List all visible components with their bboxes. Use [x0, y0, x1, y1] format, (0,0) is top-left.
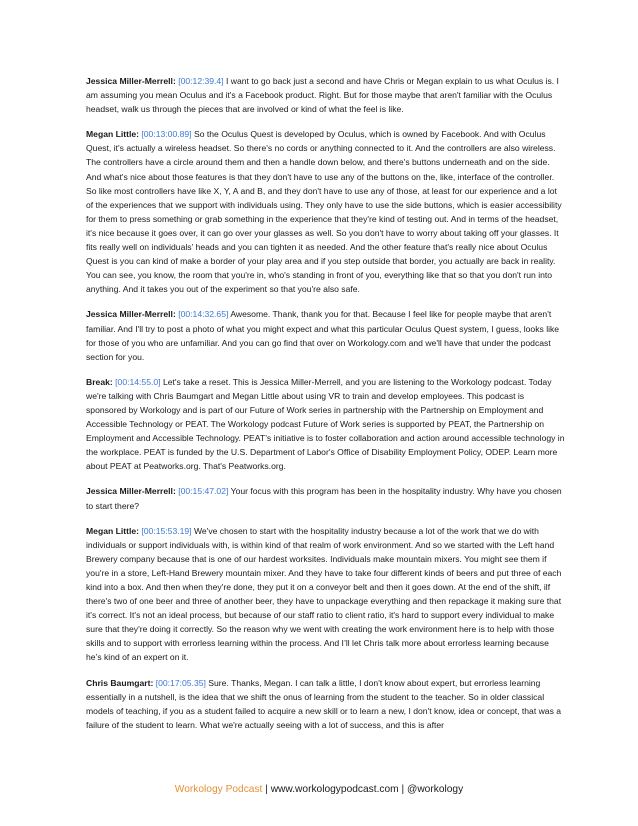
footer-separator: |	[398, 784, 407, 795]
timestamp: [00:13:00.89]	[141, 129, 192, 140]
timestamp: [00:14:32.65]	[178, 309, 229, 320]
timestamp: [00:14:55.0]	[115, 376, 161, 387]
timestamp: [00:12:39.4]	[178, 76, 224, 86]
transcript-paragraph	[86, 127, 566, 296]
speaker-name: Jessica Miller-Merrell:	[86, 309, 176, 320]
timestamp: [00:15:47.02]	[178, 486, 229, 497]
speaker-name: Jessica Miller-Merrell:	[86, 76, 176, 86]
paragraph-text: Let's take a reset. This is Jessica Miller-Merrell, and you are listening to the Workology podcast. Today we're talking with Chris Baumgart and Megan Little about using VR to train and develop employees. This podcast is sponsored by Workology and is part of our Future of Work series in partnership with the Partnership on Employment and Accessible Technology or PEAT. The Workology podcast Future of Work series is supported by PEAT, the Partnership on Employment and Accessible Technology. PEAT’s initiative is to foster collaboration and action around accessible technology in the workplace. PEAT is funded by the U.S. Department of Labor's Office of Disability Employment Policy, ODEP. Learn more about PEAT at Peatworks.org. That's Peatworks.org.	[86, 376, 565, 472]
timestamp: [00:15:53.19]	[141, 525, 192, 536]
paragraph-text: We've chosen to start with the hospitality industry because a lot of the work that we do with individuals or support individuals with, is within kind of that realm of work environment. And so we started with the Left hand Brewery company because that is one of our hardest worksites. Individuals make mountain mixers. You might see them if you're in a store, Left-Hand Brewery mountain mixer. And they have to take four different kinds of beers and put three of each kind into a box. And then when they're done, they put it on a conveyor belt and then it goes down. At the end of the shift, ilf there's two of one beer and three of another beer, they have to unpackage everything and then repackage it making sure that it's correct. It's not an ideal process, but because of our staff ratio to client ratio, it's hard to support every individual to make sure that they're doing it correctly. So the reason why we went with creating the work environment here is to help with those skills and to support with errorless learning within the process. And I’ll let Chris talk more about errorless learning because he’s kind of an expert on it.	[86, 525, 562, 663]
footer-separator: |	[262, 784, 271, 795]
paragraph-text: Sure. Thanks, Megan. I can talk a little, I don't know about expert, but errorless learning essentially in a nutshell, is the idea that we shift the onus of learning from the student to the teacher. So in older classical models of teaching, if you as a student failed to acquire a new skill or to learn a new, I don't know, idea or concept, that was a failure of the student to learn. What we're actually seeing with a lot of success, and this is after	[86, 677, 562, 730]
speaker-name: Chris Baumgart:	[86, 677, 154, 688]
speaker-name: Jessica Miller-Merrell:	[86, 486, 176, 497]
transcript-paragraph	[86, 375, 566, 474]
page-footer	[0, 783, 638, 797]
footer-handle: @workology	[406, 784, 464, 795]
transcript-paragraph	[86, 74, 566, 116]
transcript-paragraph	[86, 307, 566, 363]
transcript-paragraph	[86, 524, 566, 665]
footer-brand: Workology Podcast	[174, 784, 263, 795]
speaker-name: Break:	[86, 376, 113, 387]
speaker-name: Megan Little:	[86, 129, 139, 140]
paragraph-text: Your focus with this program has been in the hospitality industry. Why have you chosen to start there?	[86, 486, 562, 511]
paragraph-text: So the Oculus Quest is developed by Oculus, which is owned by Facebook. And with Oculus Quest, it's actually a wireless headset. So there's no cords or anything connected to it. And the controllers are also wireless. The controllers have a circle around them and then a handle down below, and there's buttons underneath and on the side. And what's nice about those features is that they don't have to use any of the buttons on the, like, interface of the controller. So like most controllers have like X, Y, A and B, and they don't have to use any of those, at least for our experience and a lot of the experiences that we support with individuals using. They only have to use the side buttons, which is easier accessibility for them to press something or grab something in the experience that they're kind of testing out. And in terms of the headset, it's nice because it goes over, it can go over your glasses as well. So you don't have to worry about taking off your glasses. It fits really well on individuals’ heads and you can tighten it as needed. And the other feature that's really nice about Oculus Quest is you can kind of make a border of your play area and if you step outside that border, you actually are back in reality. You can see, you know, the room that you're in, who's standing in front of you, everything like that so that you don't run into anything. And it takes you out of the experiment so that you're also safe.	[86, 129, 562, 295]
transcript-paragraph	[86, 484, 566, 512]
paragraph-text: Awesome. Thank, thank you for that. Because I feel like for people maybe that aren't familiar. And I'll try to post a photo of what you might expect and what this particular Oculus Quest system, I guess, looks like for those of you who are unfamiliar. And you can go find that over on Workology.com and we'll have that under the podcast section for you.	[86, 309, 560, 362]
transcript-body	[86, 74, 566, 743]
transcript-paragraph	[86, 676, 566, 732]
paragraph-text: I want to go back just a second and have Chris or Megan explain to us what Oculus is. I am assuming you mean Oculus and it's a Facebook product. Right. But for those maybe that aren't familiar with the Oculus headset, walk us through the pieces that are involved or kind of what the feel is like.	[86, 76, 559, 115]
footer-website: www.workologypodcast.com	[270, 784, 399, 795]
timestamp: [00:17:05.35]	[155, 677, 206, 688]
speaker-name: Megan Little:	[86, 525, 139, 536]
